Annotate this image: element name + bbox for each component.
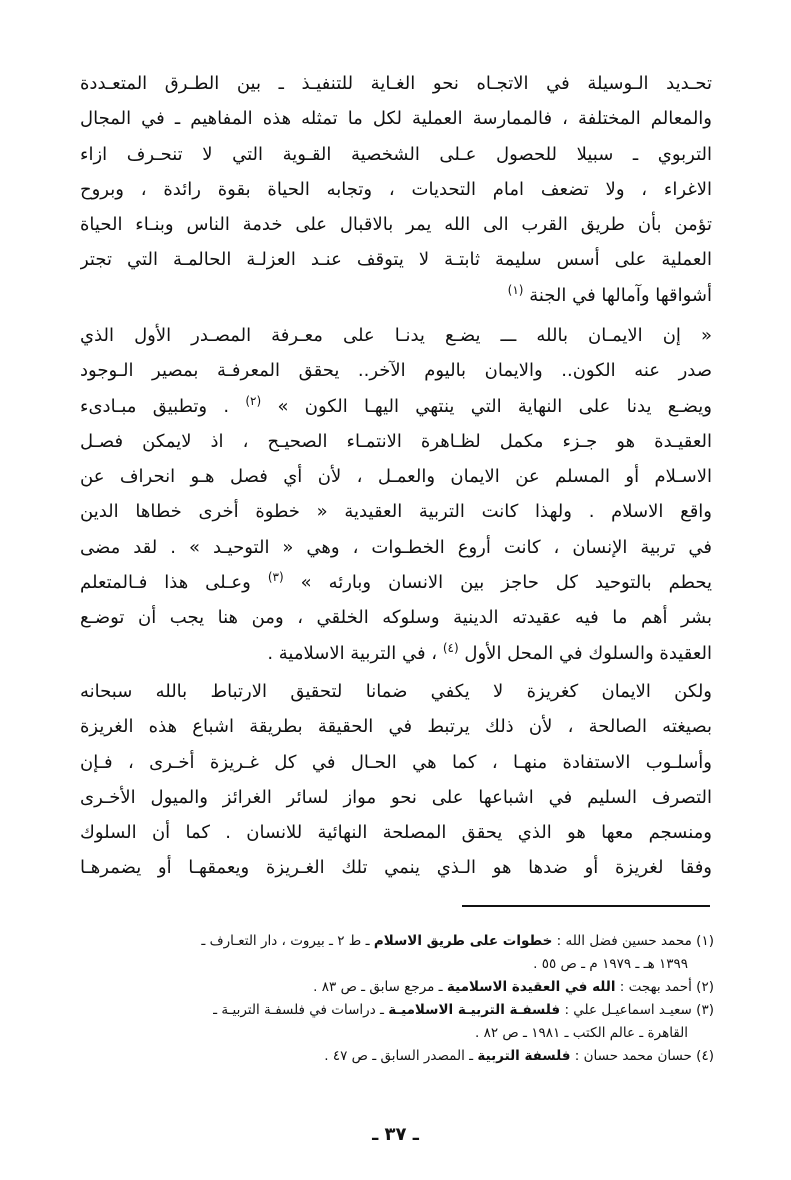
text-line: ومنسجم معها هو الذي يحقق المصلحة النهائية للانسان . كما أن السلوك — [80, 822, 712, 844]
page-number: ـ ٣٧ ـ — [372, 1124, 419, 1145]
footnotes — [80, 930, 714, 1068]
text-line: والمعالم المختلفة ، فالممارسة العملية لكل ما تمثله هذه المفاهيم ـ في المجال — [80, 108, 712, 130]
footnote-3-continuation: القاهرة ـ عالم الكتب ـ ١٩٨١ ـ ص ٨٢ . — [474, 1025, 688, 1041]
footnote-number: (٤) — [696, 1048, 714, 1064]
line-text: . وتطبيق مبـادىء — [80, 395, 230, 417]
footnote-number: (٣) — [696, 1002, 714, 1018]
text-line: وأسلـوب الاستفادة منهـا ، كما هي الحـال في كل غـريزة أخـرى ، فـإن — [80, 751, 712, 773]
footnote-1-continuation: ١٣٩٩ هـ ـ ١٩٧٩ م ـ ص ٥٥ . — [533, 956, 688, 972]
text-line: وفقا لغريزة أو ضدها هو الـذي ينمي تلك الغـريزة ويعمقهـا أو يضمرهـا — [80, 857, 712, 879]
text-line: صدر عنه الكون.. والايمان باليوم الآخر.. يحقق المعرفـة بمصير الـوجود — [80, 360, 712, 382]
paragraph-3 — [80, 674, 712, 886]
footnote-2 — [80, 976, 714, 999]
footnote-number: (٢) — [696, 979, 714, 995]
footnote-4 — [80, 1045, 714, 1068]
text-line — [80, 278, 712, 313]
paragraph-1 — [80, 66, 712, 313]
footnote-title: خطوات على طريق الاسلام — [373, 933, 553, 949]
footnote-details: ـ ط ٢ ـ بيروت ، دار التعـارف ـ — [201, 933, 370, 949]
text-line: التربوي ـ سبيلا للحصول عـلى الشخصية القـوية التي لا تنحـرف ازاء — [80, 143, 712, 165]
footnote-author: سعيـد اسماعيـل علي : — [564, 1002, 692, 1018]
text-line: التصرف السليم في اشباعها على نحو مواز لسائر الغرائز والميول الأخـرى — [80, 786, 712, 808]
text-line — [80, 636, 712, 671]
footnote-number: (١) — [696, 933, 714, 949]
footnote-marker: (٣) — [267, 570, 284, 585]
line-text: ويضـع يدنا على النهاية التي ينتهي اليهـا الكون » — [277, 395, 712, 417]
footnote-marker: (٤) — [442, 640, 459, 655]
text-line: تؤمن بأن طريق القرب الى الله يمر بالاقبال على خدمة الناس وبنـاء الحياة — [80, 214, 712, 236]
text-line — [80, 389, 712, 424]
footnote-author: محمد حسين فضل الله : — [556, 933, 692, 949]
footnote-1 — [80, 930, 714, 953]
text-line: الاسـلام أو المسلم عن الايمان والعمـل ، لأن أي فصل هـو انحراف عن — [80, 466, 712, 488]
text-line: الاغراء ، ولا تضعف امام التحديات ، وتجابه الحياة بقوة رائدة ، وبروح — [80, 178, 712, 200]
footnote-details: ـ المصدر السابق ـ ص ٤٧ . — [324, 1048, 474, 1064]
paragraph-2 — [80, 318, 712, 671]
text-line: العملية على أسس سليمة ثابتـة لا يتوقف عنـد العزلـة الحالمـة التي تجتر — [80, 249, 712, 271]
footnote-details: ـ دراسات في فلسفـة التربيـة ـ — [213, 1002, 384, 1018]
text-line: العقيـدة هو جـزء مكمل لظـاهرة الانتمـاء الصحيـح ، اذ لايمكن فصـل — [80, 430, 712, 452]
footnote-marker: (٢) — [245, 393, 262, 408]
footnote-author: أحمد بهجت : — [619, 979, 692, 995]
text-line: ولكن الايمان كغريزة لا يكفي ضمانا لتحقيق الارتباط بالله سبحانه — [80, 681, 712, 702]
footnote-title: فلسفـة التربيـة الاسلاميـة — [388, 1002, 561, 1018]
text-line: تحـديد الـوسيلة في الاتجـاه نحو الغـاية للتنفيـذ ـ بين الطـرق المتعـددة — [80, 73, 712, 94]
footnote-separator — [462, 905, 710, 907]
line-text: يحطم بالتوحيد كل حاجز بين الانسان وبارئه » — [300, 572, 712, 594]
text-line: بصيغته الصالحة ، لأن ذلك يرتبط في الحقيقة بطريقة اشباع هذه الغريزة — [80, 716, 712, 738]
line-text: العقيدة والسلوك في المحل الأول — [464, 642, 712, 664]
line-text: ، في التربية الاسلامية . — [267, 642, 438, 664]
text-line: واقع الاسلام . ولهذا كانت التربية العقيدية « خطوة أخرى خطاها الدين — [80, 501, 712, 523]
footnote-details: ـ مرجع سابق ـ ص ٨٣ . — [313, 979, 443, 995]
text-line: « إن الايمـان بالله ـــ يضـع يدنـا على معـرفة المصـدر الأول الذي — [80, 325, 712, 346]
line-text: أشواقها وآمالها في الجنة — [529, 284, 712, 306]
text-line: في تربية الإنسان ، كانت أروع الخطـوات ، وهي « التوحيـد » . لقد مضى — [80, 536, 712, 558]
text-line — [80, 565, 712, 600]
footnote-3 — [80, 999, 714, 1022]
line-text: وعـلى هذا فـالمتعلم — [80, 572, 251, 594]
footnote-title: الله في العقيدة الاسلامية — [446, 979, 616, 995]
footnote-marker: (١) — [507, 282, 524, 297]
text-line: بشر أهم ما فيه عقيدته الدينية وسلوكه الخلقي ، ومن هنا يجب أن توضـع — [80, 607, 712, 629]
footnote-author: حسان محمد حسان : — [574, 1048, 692, 1064]
footnote-title: فلسفة التربية — [477, 1048, 571, 1064]
